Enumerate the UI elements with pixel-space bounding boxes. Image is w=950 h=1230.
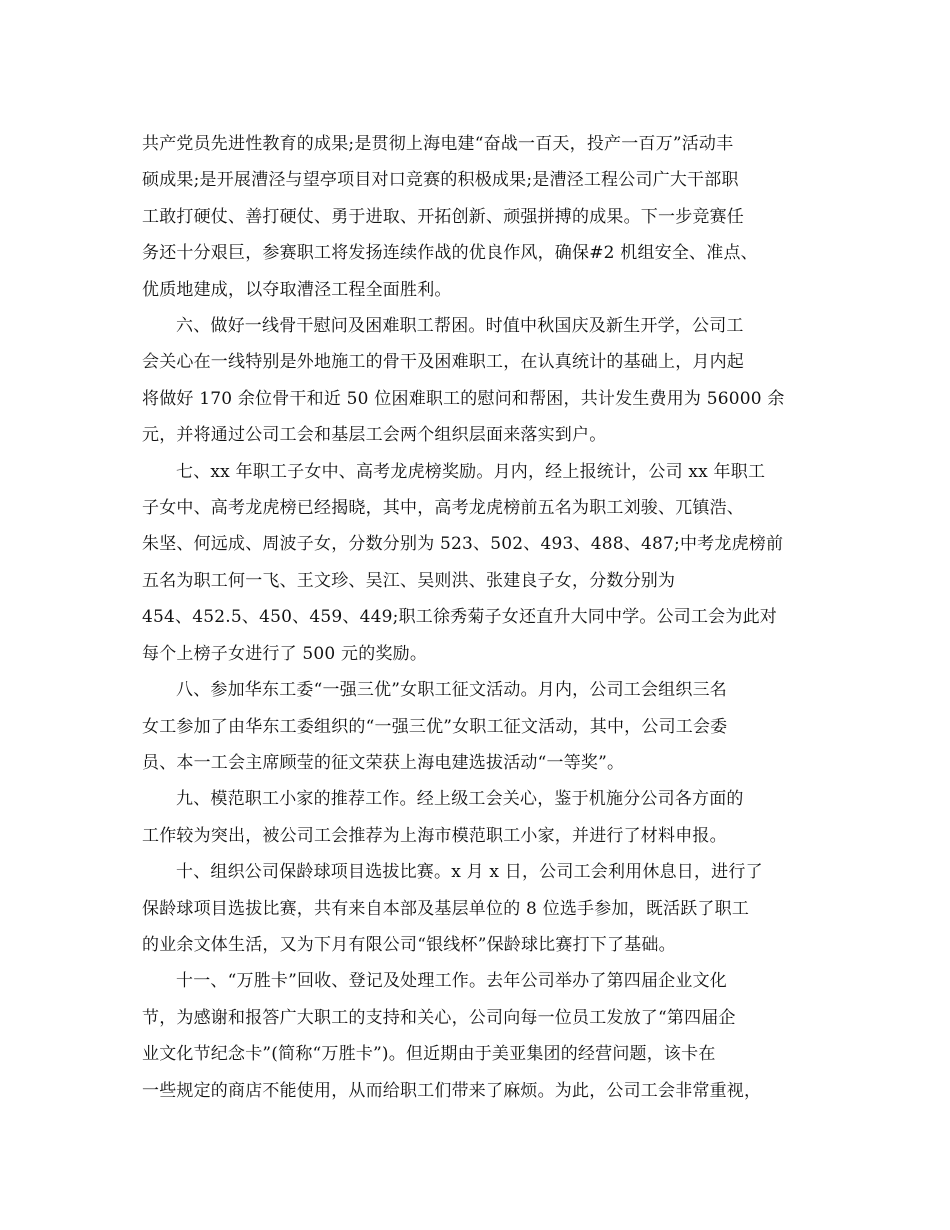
text-line: 454、452.5、450、459、449;职工徐秀菊子女还直升大同中学。公司工会为此对 — [142, 607, 777, 628]
text-line: 硕成果;是开展漕泾与望亭项目对口竞赛的积极成果;是漕泾工程公司广大干部职 — [142, 170, 739, 191]
paragraph-nine — [142, 781, 802, 854]
text-line: 十一、“万胜卡”回收、登记及处理工作。去年公司举办了第四届企业文化 — [176, 971, 727, 992]
paragraph-eleven — [142, 963, 802, 1109]
text-line: 务还十分艰巨，参赛职工将发扬连续作战的优良作风，确保#2 机组安全、准点、 — [142, 243, 758, 264]
paragraph-eight — [142, 672, 802, 781]
paragraph-continuation — [142, 126, 802, 308]
text-line: 业文化节纪念卡”(简称“万胜卡”)。但近期由于美亚集团的经营问题，该卡在 — [142, 1044, 716, 1065]
text-line: 子女中、高考龙虎榜已经揭晓，其中，高考龙虎榜前五名为职工刘骏、兀镇浩、 — [142, 498, 744, 519]
text-line: 八、参加华东工委“一强三优”女职工征文活动。月内，公司工会组织三名 — [176, 680, 727, 701]
text-line: 朱坚、何远成、周波子女，分数分别为 523、502、493、488、487;中考龙虎榜前 — [142, 534, 784, 555]
text-line: 保龄球项目选拔比赛，共有来自本部及基层单位的 8 位选手参加，既活跃了职工 — [142, 898, 750, 919]
text-line: 的业余文体生活，又为下月有限公司“银线杯”保龄球比赛打下了基础。 — [142, 934, 676, 955]
text-line: 五名为职工何一飞、王文珍、吴江、吴则洪、张建良子女，分数分别为 — [142, 570, 676, 591]
text-line: 每个上榜子女进行了 500 元的奖励。 — [142, 643, 428, 664]
text-line: 会关心在一线特别是外地施工的骨干及困难职工，在认真统计的基础上，月内起 — [142, 352, 744, 373]
text-line: 一些规定的商店不能使用，从而给职工们带来了麻烦。为此，公司工会非常重视， — [142, 1080, 762, 1101]
text-line: 六、做好一线骨干慰问及困难职工帮困。时值中秋国庆及新生开学，公司工 — [176, 316, 744, 337]
text-line: 九、模范职工小家的推荐工作。经上级工会关心，鉴于机施分公司各方面的 — [176, 789, 744, 810]
document-body — [142, 126, 802, 1109]
text-line: 将做好 170 余位骨干和近 50 位困难职工的慰问和帮困，共计发生费用为 56000 余 — [142, 388, 785, 409]
text-line: 十、组织公司保龄球项目选拔比赛。x 月 x 日，公司工会利用休息日，进行了 — [176, 862, 763, 883]
text-line: 员、本一工会主席顾莹的征文荣获上海电建选拔活动“一等奖”。 — [142, 752, 625, 773]
text-line: 元，并将通过公司工会和基层工会两个组织层面来落实到户。 — [142, 425, 607, 446]
text-line: 工敢打硬仗、善打硬仗、勇于进取、开拓创新、顽强拼搏的成果。下一步竞赛任 — [142, 206, 744, 227]
text-line: 共产党员先进性教育的成果;是贯彻上海电建“奋战一百天，投产一百万”活动丰 — [142, 134, 734, 154]
paragraph-ten — [142, 854, 802, 963]
text-line: 七、xx 年职工子女中、高考龙虎榜奖励。月内，经上报统计，公司 xx 年职工 — [176, 461, 766, 482]
text-line: 优质地建成，以夺取漕泾工程全面胜利。 — [142, 279, 452, 300]
paragraph-seven — [142, 454, 802, 672]
text-line: 女工参加了由华东工委组织的“一强三优”女职工征文活动，其中，公司工会委 — [142, 716, 728, 737]
text-line: 节，为感谢和报答广大职工的支持和关心，公司向每一位员工发放了“第四届企 — [142, 1007, 736, 1028]
paragraph-six — [142, 308, 802, 454]
text-line: 工作较为突出，被公司工会推荐为上海市模范职工小家，并进行了材料申报。 — [142, 825, 727, 846]
